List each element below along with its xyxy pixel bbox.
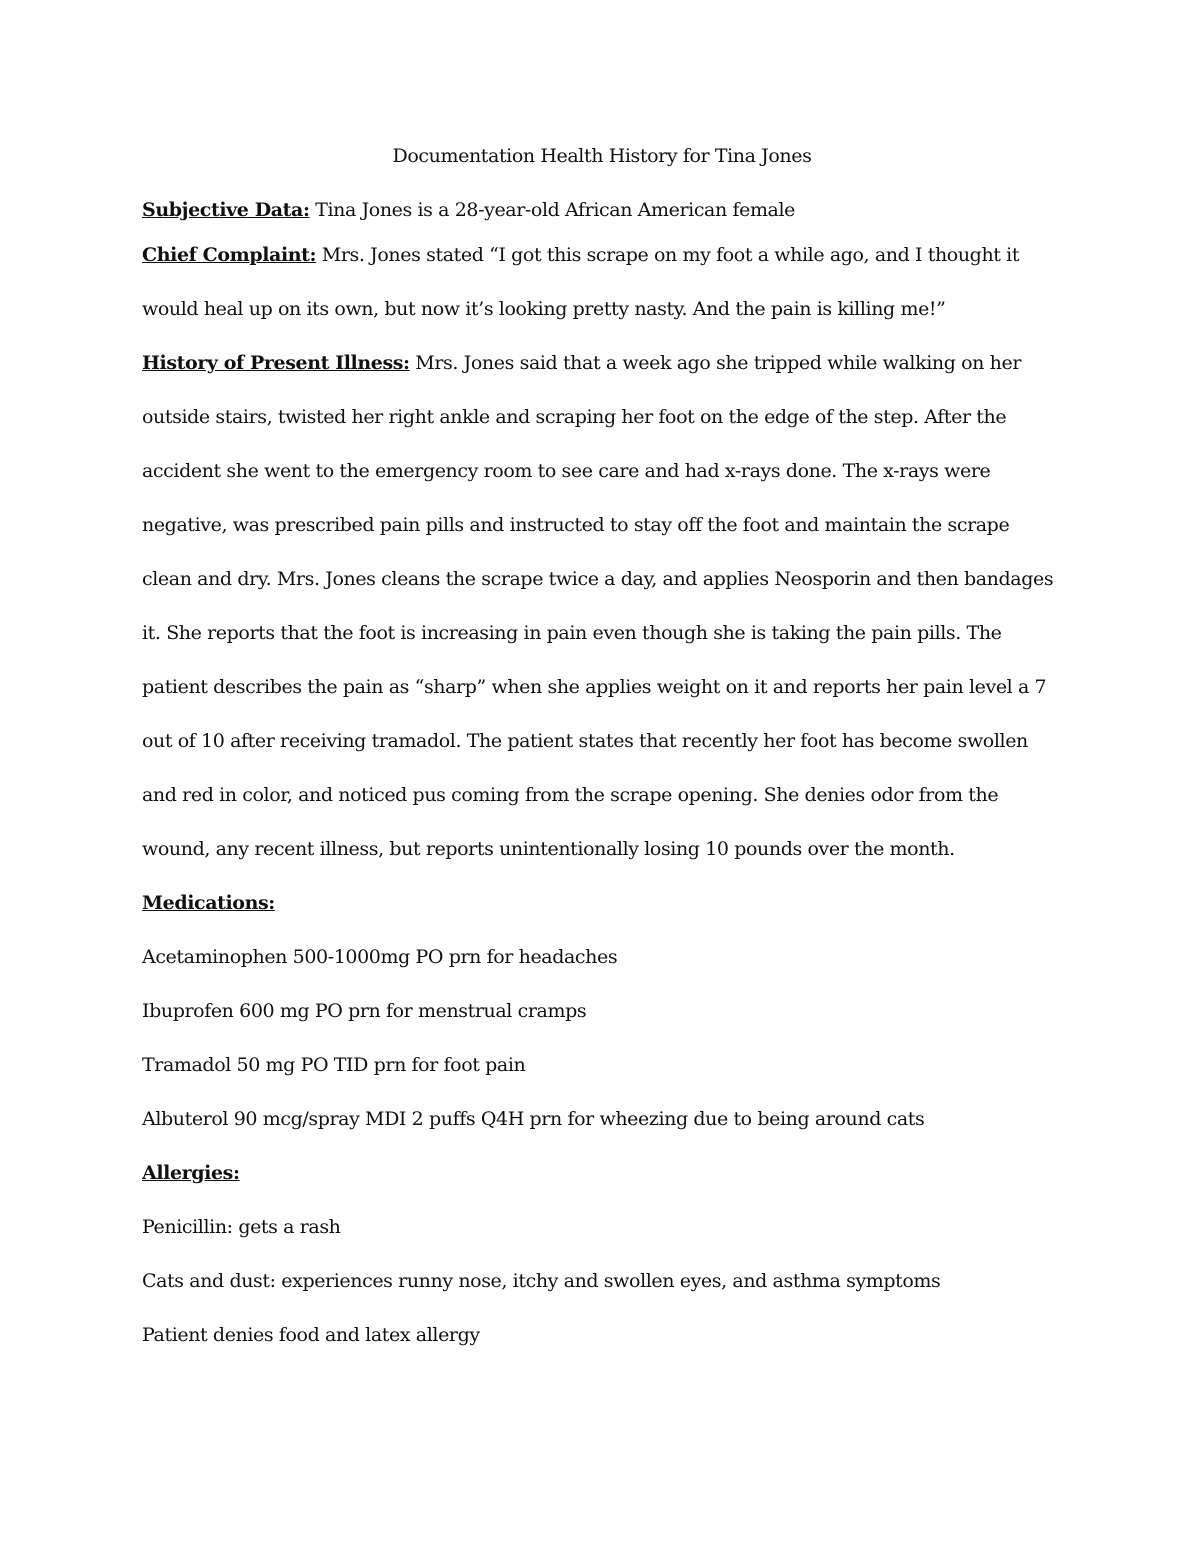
subjective-data-heading: Subjective Data:: [142, 199, 310, 221]
chief-complaint-text: Mrs. Jones stated “I got this scrape on my foot a while ago, and I thought it would heal up on its own, but now it’s looking pretty nasty. And the pain is killing me!”: [142, 244, 1020, 320]
medication-item: Albuterol 90 mcg/spray MDI 2 puffs Q4H prn for wheezing due to being around cats: [142, 1108, 925, 1130]
subjective-data-paragraph: [142, 192, 1062, 228]
document-title: Documentation Health History for Tina Jones: [392, 145, 812, 167]
hpi-paragraph: [142, 336, 1062, 876]
allergy-item: Patient denies food and latex allergy: [142, 1324, 480, 1346]
chief-complaint-heading: Chief Complaint:: [142, 244, 317, 266]
allergy-item: Cats and dust: experiences runny nose, itchy and swollen eyes, and asthma symptoms: [142, 1270, 941, 1292]
medications-heading-line: [142, 876, 1062, 930]
hpi-text: Mrs. Jones said that a week ago she tripped while walking on her outside stairs, twisted her right ankle and scraping her foot on the edge of the step. After the accident she went to the emergency room to see care and had x-rays done. The x-rays were negative, was prescribed pain pills and instructed to stay off the foot and maintain the scrape clean and dry. Mrs. Jones cleans the scrape twice a day, and applies Neosporin and then bandages it. She reports that the foot is increasing in pain even though she is taking the pain pills. The patient describes the pain as “sharp” when she applies weight on it and reports her pain level a 7 out of 10 after receiving tramadol. The patient states that recently her foot has become swollen and red in color, and noticed pus coming from the scrape opening. She denies odor from the wound, any recent illness, but reports unintentionally losing 10 pounds over the month.: [142, 352, 1054, 860]
chief-complaint-paragraph: [142, 228, 1062, 336]
medication-item: Tramadol 50 mg PO TID prn for foot pain: [142, 1054, 526, 1076]
hpi-heading: History of Present Illness:: [142, 352, 410, 374]
allergies-heading: Allergies:: [142, 1162, 240, 1184]
medication-item: Ibuprofen 600 mg PO prn for menstrual cramps: [142, 1000, 587, 1022]
allergy-item: Penicillin: gets a rash: [142, 1216, 341, 1238]
medications-heading: Medications:: [142, 892, 275, 914]
allergies-heading-line: [142, 1146, 1062, 1200]
medication-item: Acetaminophen 500-1000mg PO prn for headaches: [142, 946, 618, 968]
document-body: [142, 138, 1062, 1362]
subjective-data-text: Tina Jones is a 28-year-old African American female: [309, 199, 796, 221]
